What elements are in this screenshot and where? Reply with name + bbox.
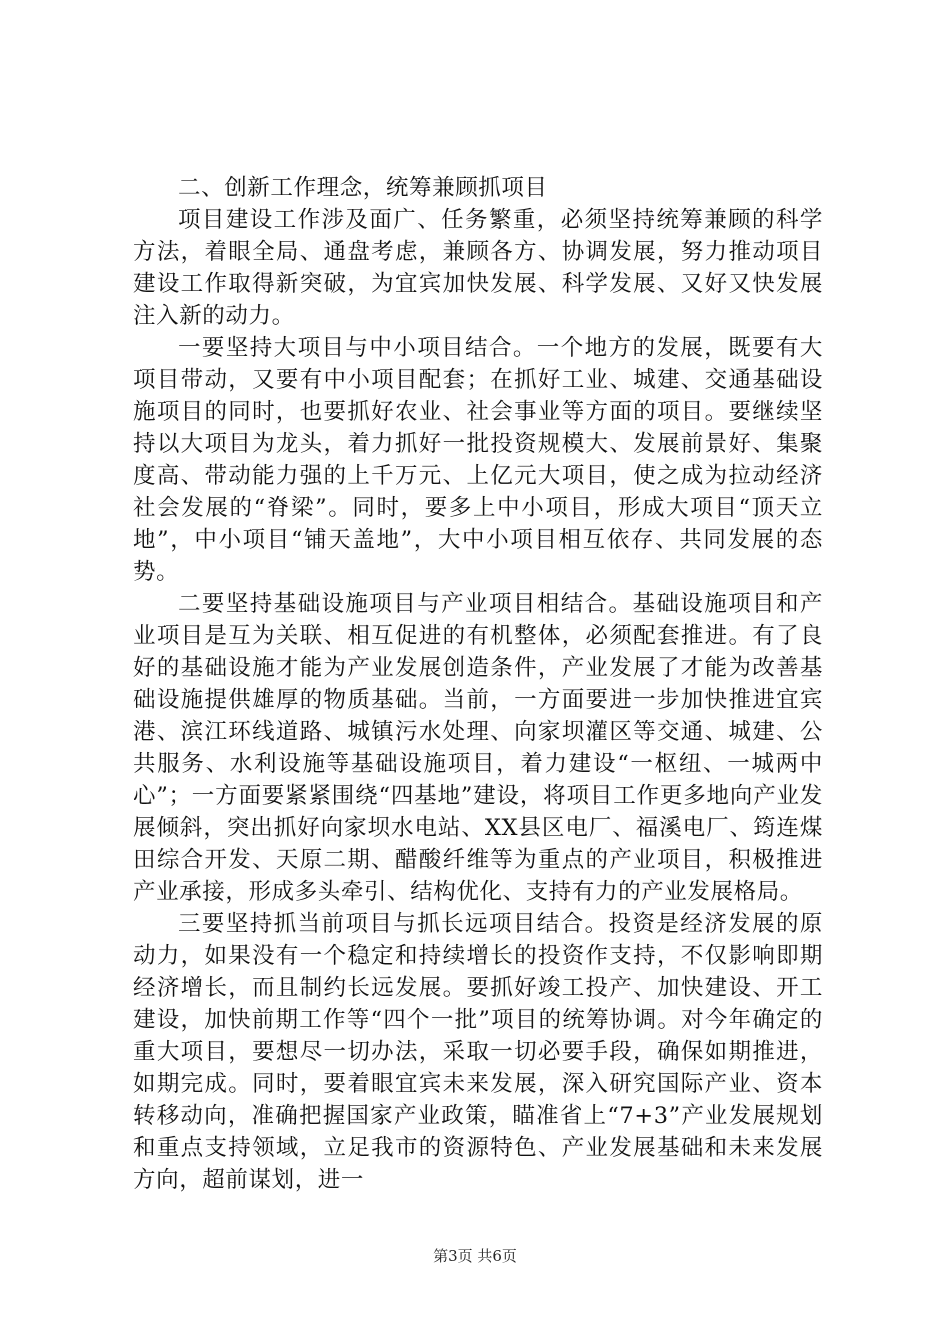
page-number-footer: 第3页 共6页 <box>433 1247 517 1265</box>
paragraph-point-three: 三要坚持抓当前项目与抓长远项目结合。投资是经济发展的原动力，如果没有一个稳定和持续增长的投资作支持，不仅影响即期经济增长，而且制约长远发展。要抓好竣工投产、加快建设、开工建设，加快前期工作等“四个一批”项目的统筹协调。对今年确定的重大项目，要想尽一切办法，采取一切必要手段，确保如期推进，如期完成。同时，要着眼宜宾未来发展，深入研究国际产业、资本转移动向，准确把握国家产业政策，瞄准省上“7+3”产业发展规划和重点支持领域，立足我市的资源特色、产业发展基础和未来发展方向，超前谋划，进一 <box>133 911 823 1193</box>
paragraph-point-two: 二要坚持基础设施项目与产业项目相结合。基础设施项目和产业项目是互为关联、相互促进的有机整体，必须配套推进。有了良好的基础设施才能为产业发展创造条件，产业发展了才能为改善基础设施提供雄厚的物质基础。当前，一方面要进一步加快推进宜宾港、滨江环线道路、城镇污水处理、向家坝灌区等交通、城建、公共服务、水利设施等基础设施项目，着力建设“一枢纽、一城两中心”；一方面要紧紧围绕“四基地”建设，将项目工作更多地向产业发展倾斜，突出抓好向家坝水电站、XX县区电厂、福溪电厂、筠连煤田综合开发、天原二期、醋酸纤维等为重点的产业项目，积极推进产业承接，形成多头牵引、结构优化、支持有力的产业发展格局。 <box>133 591 823 905</box>
paragraph-point-one: 一要坚持大项目与中小项目结合。一个地方的发展，既要有大项目带动，又要有中小项目配套；在抓好工业、城建、交通基础设施项目的同时，也要抓好农业、社会事业等方面的项目。要继续坚持以大项目为龙头，着力抓好一批投资规模大、发展前景好、集聚度高、带动能力强的上千万元、上亿元大项目，使之成为拉动经济社会发展的“脊梁”。同时，要多上中小项目，形成大项目“顶天立地”，中小项目“铺天盖地”，大中小项目相互依存、共同发展的态势。 <box>133 335 823 585</box>
document-body <box>133 172 823 1196</box>
section-heading: 二、创新工作理念，统筹兼顾抓项目 <box>178 175 548 201</box>
paragraph-intro: 项目建设工作涉及面广、任务繁重，必须坚持统筹兼顾的科学方法，着眼全局、通盘考虑，兼顾各方、协调发展，努力推动项目建设工作取得新突破，为宜宾加快发展、科学发展、又好又快发展注入新的动力。 <box>133 207 823 329</box>
